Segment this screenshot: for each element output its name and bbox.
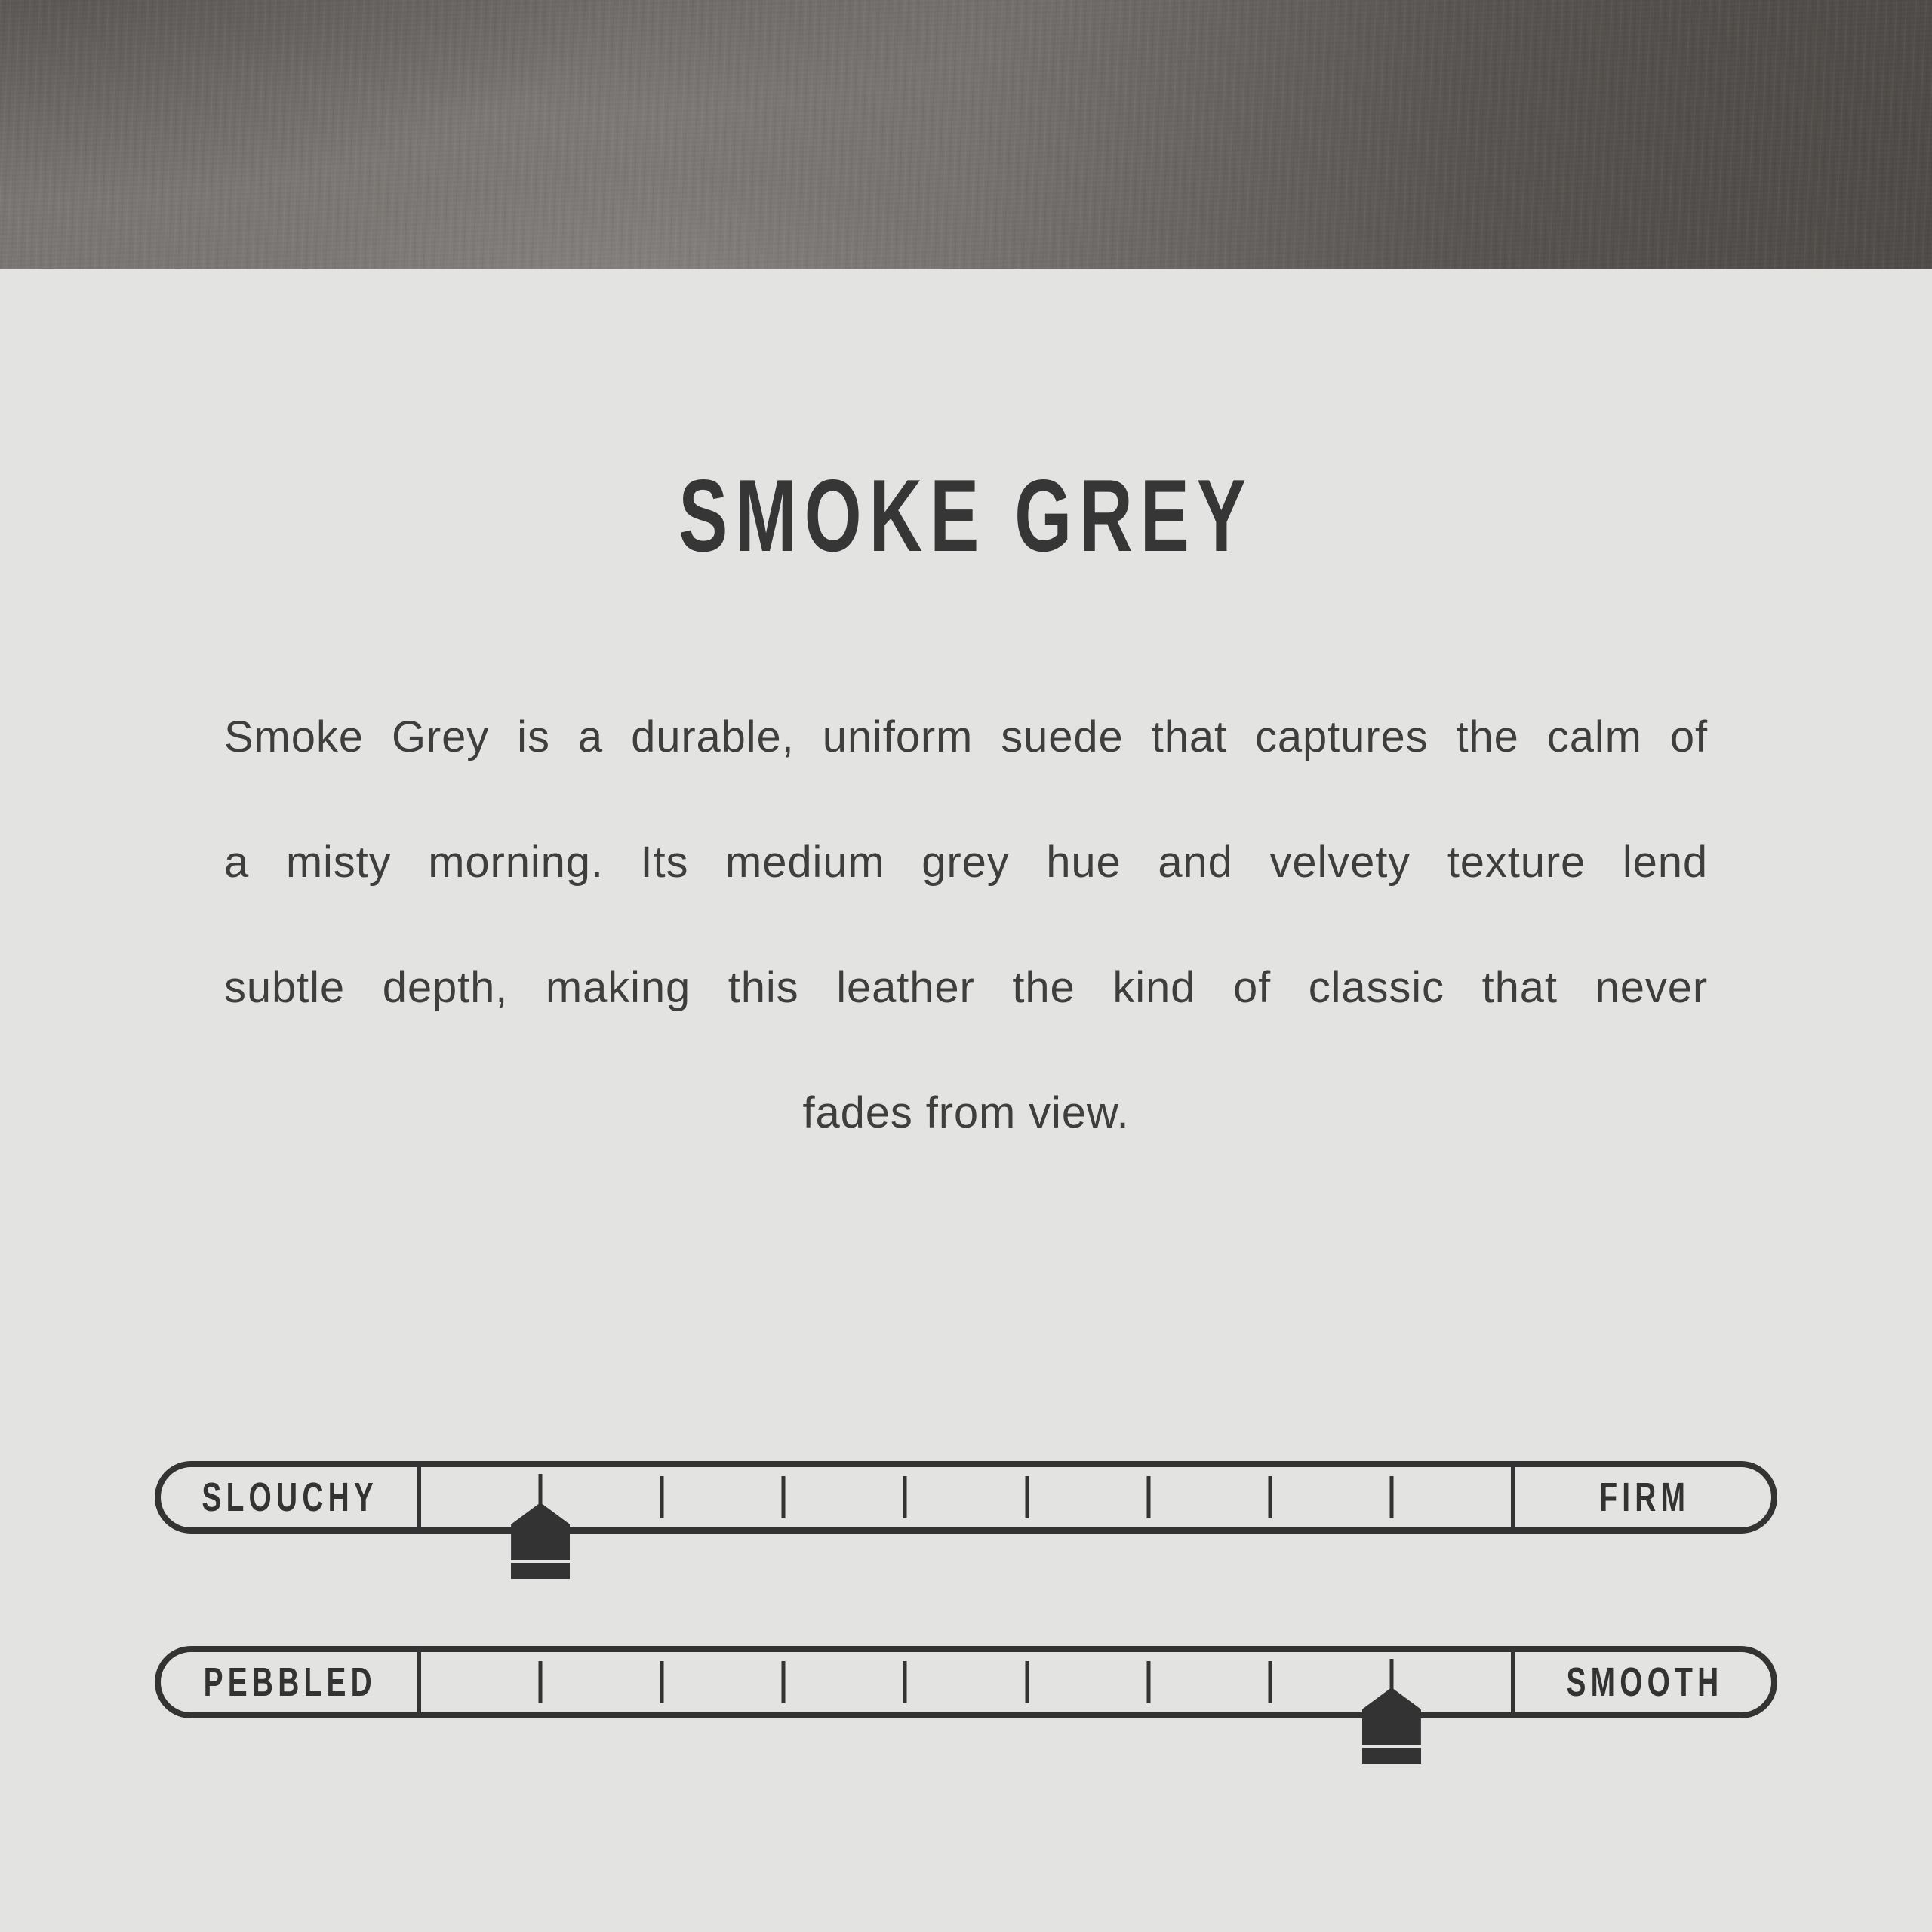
scale-tick — [1025, 1476, 1029, 1518]
scale-tick — [1146, 1661, 1150, 1703]
scale-label-right-text: SMOOTH — [1566, 1660, 1723, 1705]
color-name-text: SMOKE GREY — [678, 458, 1254, 573]
scale-tick — [660, 1476, 664, 1518]
scale-tick — [539, 1661, 543, 1703]
scale-track — [419, 1467, 1513, 1527]
scale-tick — [782, 1476, 786, 1518]
scale-tick — [1268, 1476, 1272, 1518]
scale-label-left — [161, 1652, 419, 1712]
color-description — [224, 675, 1708, 1176]
marker-head — [1362, 1687, 1421, 1745]
scale-label-right — [1518, 1467, 1771, 1527]
scale-track — [419, 1652, 1513, 1712]
texture-scale-pebbled-smooth — [155, 1646, 1777, 1718]
texture-scale-slouchy-firm — [155, 1461, 1777, 1534]
scale-label-left-text: SLOUCHY — [202, 1475, 378, 1520]
scale-tick — [903, 1476, 907, 1518]
scale-divider-right — [1511, 1652, 1515, 1712]
marker-stem — [539, 1474, 543, 1504]
description-line: fades from view. — [802, 1088, 1130, 1137]
scale-divider-right — [1511, 1467, 1515, 1527]
scale-label-left-text: PEBBLED — [203, 1660, 377, 1705]
description-line: a misty morning. Its medium grey hue and velvety texture lend — [224, 838, 1708, 887]
scale-tick — [1025, 1661, 1029, 1703]
marker-stem — [1389, 1659, 1393, 1689]
scale-label-right-text: FIRM — [1599, 1475, 1690, 1520]
scale-tick — [1389, 1476, 1393, 1518]
description-line: subtle depth, making this leather the kind of classic that never — [224, 963, 1708, 1012]
scale-tick — [903, 1661, 907, 1703]
marker-head — [511, 1503, 570, 1560]
scale-tick — [1146, 1476, 1150, 1518]
leather-texture-photo — [0, 0, 1932, 269]
scale-label-left — [161, 1467, 419, 1527]
description-line: Smoke Grey is a durable, uniform suede that captures the calm of — [224, 712, 1708, 761]
scale-label-right — [1518, 1652, 1771, 1712]
scale-tick — [1268, 1661, 1272, 1703]
marker-bar — [511, 1563, 570, 1579]
marker-bar — [1362, 1748, 1421, 1764]
color-name-title — [0, 458, 1932, 573]
scale-tick — [660, 1661, 664, 1703]
scale-tick — [782, 1661, 786, 1703]
